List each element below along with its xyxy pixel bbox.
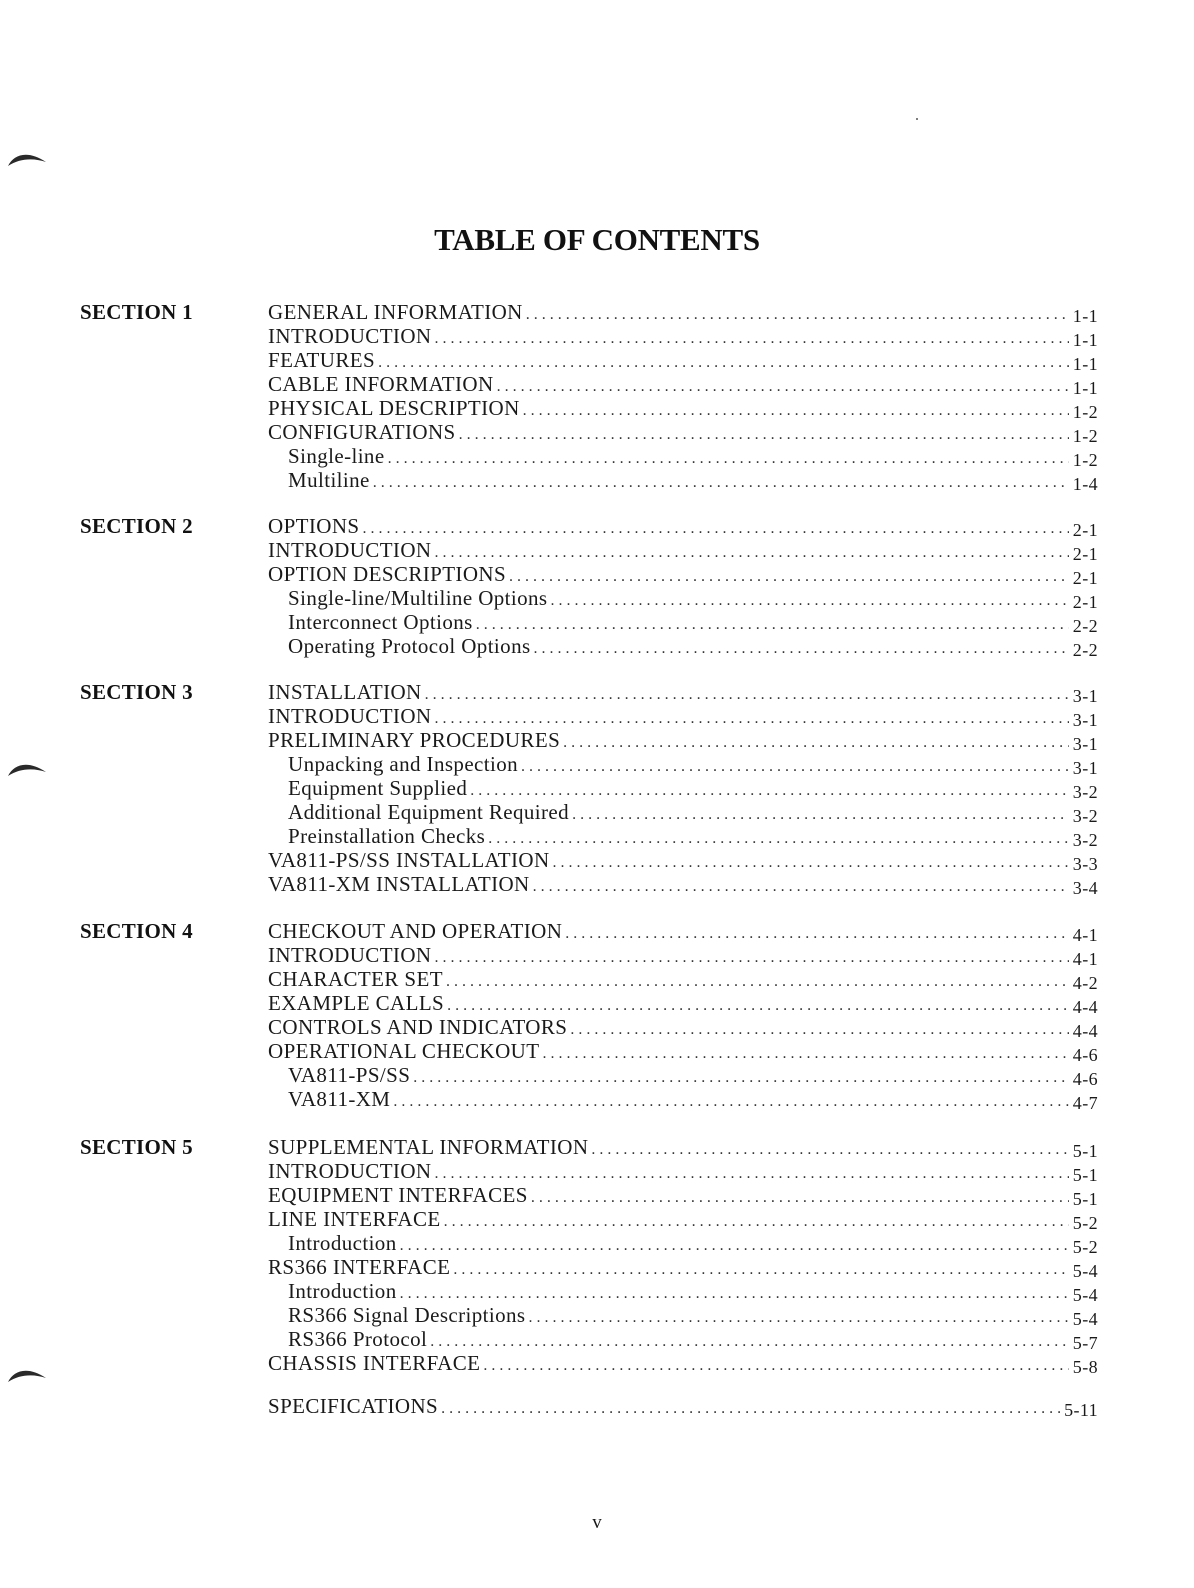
- dot-leader: [444, 1207, 1069, 1234]
- dot-leader: [388, 444, 1069, 471]
- dot-leader: [476, 610, 1069, 637]
- dot-leader: [497, 372, 1069, 399]
- toc-entry-list: [268, 1394, 1098, 1418]
- toc-entry-title: INTRODUCTION: [268, 324, 432, 348]
- dot-leader: [570, 1015, 1068, 1042]
- toc-entry: [268, 704, 1098, 728]
- toc-entry-page: 3-1: [1072, 734, 1098, 754]
- toc-entry: [268, 372, 1098, 396]
- toc-entry-page: 5-1: [1072, 1141, 1098, 1161]
- toc-entry: [268, 1039, 1098, 1063]
- toc-subentry: [268, 1303, 1098, 1327]
- section-label: SECTION 1: [80, 300, 193, 324]
- toc-entry-page: 1-1: [1072, 330, 1098, 350]
- toc-entry-title: PRELIMINARY PROCEDURES: [268, 728, 561, 752]
- toc-entry-page: 3-1: [1072, 710, 1098, 730]
- toc-entry-title: Multiline: [288, 468, 370, 492]
- toc-entry-title: Single-line: [288, 444, 385, 468]
- toc-entry-title: SUPPLEMENTAL INFORMATION: [268, 1135, 589, 1159]
- dot-leader: [400, 1231, 1069, 1258]
- toc-entry-page: 3-1: [1072, 686, 1098, 706]
- toc-entry: [268, 967, 1098, 991]
- dot-leader: [434, 324, 1068, 351]
- toc-entry-page: 5-11: [1064, 1400, 1098, 1420]
- dot-leader: [509, 562, 1069, 589]
- toc-subentry: [268, 776, 1098, 800]
- dot-leader: [534, 634, 1069, 661]
- toc-entry-title: Additional Equipment Required: [288, 800, 570, 824]
- dot-leader: [526, 300, 1069, 327]
- toc-subentry: [268, 1327, 1098, 1351]
- toc-entry-title: Equipment Supplied: [288, 776, 468, 800]
- toc-entry-page: 5-8: [1072, 1357, 1098, 1377]
- dot-leader: [393, 1087, 1068, 1114]
- dot-leader: [453, 1255, 1068, 1282]
- toc-entry: [268, 324, 1098, 348]
- toc-entry-page: 5-4: [1072, 1285, 1098, 1305]
- toc-entry-list: [268, 300, 1098, 492]
- toc-entry-title: Interconnect Options: [288, 610, 473, 634]
- toc-subentry: [268, 444, 1098, 468]
- toc-entry-title: GENERAL INFORMATION: [268, 300, 523, 324]
- toc-entry-title: PHYSICAL DESCRIPTION: [268, 396, 520, 420]
- toc-entry-page: 3-3: [1072, 854, 1098, 874]
- dot-leader: [533, 872, 1069, 899]
- toc-entry-title: LINE INTERFACE: [268, 1207, 441, 1231]
- toc-entry-list: [268, 919, 1098, 1111]
- dot-leader: [591, 1135, 1068, 1162]
- section-label: SECTION 2: [80, 514, 193, 538]
- toc-entry-title: Single-line/Multiline Options: [288, 586, 548, 610]
- punch-hole-mark: [6, 760, 48, 778]
- dot-leader: [470, 776, 1069, 803]
- dot-leader: [523, 396, 1069, 423]
- dot-leader: [521, 752, 1069, 779]
- toc-entry-title: CHARACTER SET: [268, 967, 443, 991]
- dot-leader: [447, 991, 1069, 1018]
- toc-entry-page: 4-6: [1072, 1045, 1098, 1065]
- toc-subentry: [268, 1063, 1098, 1087]
- toc-entry-page: 2-1: [1072, 568, 1098, 588]
- toc-entry-title: VA811-PS/SS: [288, 1063, 411, 1087]
- toc-entry-page: 3-1: [1072, 758, 1098, 778]
- toc-entry-title: INTRODUCTION: [268, 1159, 432, 1183]
- dot-leader: [434, 704, 1068, 731]
- toc-entry-page: 1-2: [1072, 426, 1098, 446]
- dot-leader: [483, 1351, 1068, 1378]
- toc-subentry: [268, 800, 1098, 824]
- toc-entry: [268, 300, 1098, 324]
- toc-entry-page: 4-2: [1072, 973, 1098, 993]
- toc-subentry: [268, 1231, 1098, 1255]
- section-label: SECTION 3: [80, 680, 193, 704]
- toc-entry-page: 5-2: [1072, 1237, 1098, 1257]
- toc-entry: [268, 1159, 1098, 1183]
- toc-entry: [268, 680, 1098, 704]
- toc-entry: [268, 1183, 1098, 1207]
- toc-entry-page: 1-1: [1072, 306, 1098, 326]
- toc-entry-page: 5-2: [1072, 1213, 1098, 1233]
- dot-leader: [430, 1327, 1069, 1354]
- dot-leader: [441, 1394, 1060, 1421]
- toc-entry-title: OPTION DESCRIPTIONS: [268, 562, 507, 586]
- toc-entry-page: 4-4: [1072, 997, 1098, 1017]
- dot-leader: [434, 538, 1068, 565]
- toc-subentry: [268, 752, 1098, 776]
- dot-leader: [529, 1303, 1069, 1330]
- dot-leader: [542, 1039, 1068, 1066]
- toc-entry-page: 1-1: [1072, 378, 1098, 398]
- dot-leader: [434, 943, 1068, 970]
- section-label: SECTION 4: [80, 919, 193, 943]
- toc-entry: [268, 919, 1098, 943]
- toc-entry: [268, 991, 1098, 1015]
- toc-entry-title: Operating Protocol Options: [288, 634, 531, 658]
- toc-entry: [268, 538, 1098, 562]
- toc-entry-page: 4-7: [1072, 1093, 1098, 1113]
- dot-leader: [413, 1063, 1069, 1090]
- dot-leader: [551, 586, 1069, 613]
- toc-entry: [268, 396, 1098, 420]
- toc-entry-title: VA811-XM INSTALLATION: [268, 872, 530, 896]
- toc-entry: [268, 348, 1098, 372]
- toc-entry-title: INSTALLATION: [268, 680, 422, 704]
- dot-leader: [565, 919, 1069, 946]
- toc-entry-page: 3-2: [1072, 806, 1098, 826]
- toc-entry-page: 4-6: [1072, 1069, 1098, 1089]
- toc-entry-list: [268, 680, 1098, 896]
- toc-entry-page: 2-2: [1072, 616, 1098, 636]
- toc-entry-page: 5-4: [1072, 1261, 1098, 1281]
- toc-entry-title: INTRODUCTION: [268, 943, 432, 967]
- toc-subentry: [268, 586, 1098, 610]
- toc-entry-page: 3-2: [1072, 830, 1098, 850]
- toc-entry-title: CONFIGURATIONS: [268, 420, 456, 444]
- dot-leader: [400, 1279, 1069, 1306]
- page-title: TABLE OF CONTENTS: [434, 222, 760, 257]
- toc-entry: [268, 1207, 1098, 1231]
- toc-entry-page: 4-1: [1072, 949, 1098, 969]
- toc-entry: [268, 1351, 1098, 1375]
- toc-subentry: [268, 634, 1098, 658]
- toc-entry-list: [268, 514, 1098, 658]
- toc-entry-page: 3-2: [1072, 782, 1098, 802]
- toc-entry-title: RS366 INTERFACE: [268, 1255, 451, 1279]
- toc-entry-page: 5-1: [1072, 1189, 1098, 1209]
- toc-entry-title: Unpacking and Inspection: [288, 752, 519, 776]
- toc-entry-title: SPECIFICATIONS: [268, 1394, 439, 1418]
- toc-entry-title: CABLE INFORMATION: [268, 372, 494, 396]
- toc-entry-title: Introduction: [288, 1231, 397, 1255]
- toc-entry-page: 1-1: [1072, 354, 1098, 374]
- toc-entry-page: 2-1: [1072, 520, 1098, 540]
- dot-leader: [553, 848, 1069, 875]
- dot-leader: [425, 680, 1069, 707]
- page-number: v: [592, 1512, 602, 1533]
- toc-entry: [268, 1394, 1098, 1418]
- toc-entry-title: INTRODUCTION: [268, 538, 432, 562]
- toc-entry-page: 5-7: [1072, 1333, 1098, 1353]
- dot-leader: [459, 420, 1069, 447]
- toc-entry: [268, 514, 1098, 538]
- toc-entry-page: 5-1: [1072, 1165, 1098, 1185]
- toc-entry-title: Introduction: [288, 1279, 397, 1303]
- toc-entry-page: 3-4: [1072, 878, 1098, 898]
- dot-leader: [434, 1159, 1068, 1186]
- toc-entry-page: 1-4: [1072, 474, 1098, 494]
- toc-entry-title: EQUIPMENT INTERFACES: [268, 1183, 528, 1207]
- toc-entry-title: RS366 Signal Descriptions: [288, 1303, 526, 1327]
- punch-hole-mark: [6, 150, 48, 168]
- punch-hole-mark: [6, 1366, 48, 1384]
- toc-entry: [268, 562, 1098, 586]
- toc-entry-title: VA811-XM: [288, 1087, 391, 1111]
- dot-leader: [572, 800, 1069, 827]
- dot-leader: [531, 1183, 1069, 1210]
- dot-leader: [488, 824, 1069, 851]
- toc-entry-page: 4-1: [1072, 925, 1098, 945]
- toc-entry-title: OPTIONS: [268, 514, 360, 538]
- scan-speck: [916, 118, 918, 120]
- toc-entry-title: VA811-PS/SS INSTALLATION: [268, 848, 550, 872]
- dot-leader: [446, 967, 1069, 994]
- toc-entry: [268, 420, 1098, 444]
- dot-leader: [362, 514, 1068, 541]
- toc-entry-title: INTRODUCTION: [268, 704, 432, 728]
- toc-subentry: [268, 824, 1098, 848]
- toc-entry-title: RS366 Protocol: [288, 1327, 428, 1351]
- toc-entry-page: 2-1: [1072, 544, 1098, 564]
- section-label: SECTION 5: [80, 1135, 193, 1159]
- toc-entry: [268, 728, 1098, 752]
- toc-entry: [268, 1015, 1098, 1039]
- dot-leader: [563, 728, 1069, 755]
- toc-entry-page: 1-2: [1072, 450, 1098, 470]
- toc-subentry: [268, 468, 1098, 492]
- toc-entry-page: 5-4: [1072, 1309, 1098, 1329]
- toc-entry-title: CHASSIS INTERFACE: [268, 1351, 481, 1375]
- toc-subentry: [268, 1279, 1098, 1303]
- toc-entry-page: 2-1: [1072, 592, 1098, 612]
- toc-entry: [268, 1135, 1098, 1159]
- toc-entry: [268, 1255, 1098, 1279]
- toc-entry: [268, 848, 1098, 872]
- toc-entry-page: 1-2: [1072, 402, 1098, 422]
- toc-entry-title: CONTROLS AND INDICATORS: [268, 1015, 568, 1039]
- toc-entry-title: CHECKOUT AND OPERATION: [268, 919, 563, 943]
- toc-subentry: [268, 610, 1098, 634]
- dot-leader: [378, 348, 1069, 375]
- toc-entry-title: FEATURES: [268, 348, 376, 372]
- toc-entry: [268, 943, 1098, 967]
- toc-entry: [268, 872, 1098, 896]
- toc-entry-title: EXAMPLE CALLS: [268, 991, 445, 1015]
- toc-entry-list: [268, 1135, 1098, 1375]
- toc-entry-page: 2-2: [1072, 640, 1098, 660]
- dot-leader: [373, 468, 1069, 495]
- toc-entry-title: OPERATIONAL CHECKOUT: [268, 1039, 540, 1063]
- toc-entry-title: Preinstallation Checks: [288, 824, 486, 848]
- toc-subentry: [268, 1087, 1098, 1111]
- toc-entry-page: 4-4: [1072, 1021, 1098, 1041]
